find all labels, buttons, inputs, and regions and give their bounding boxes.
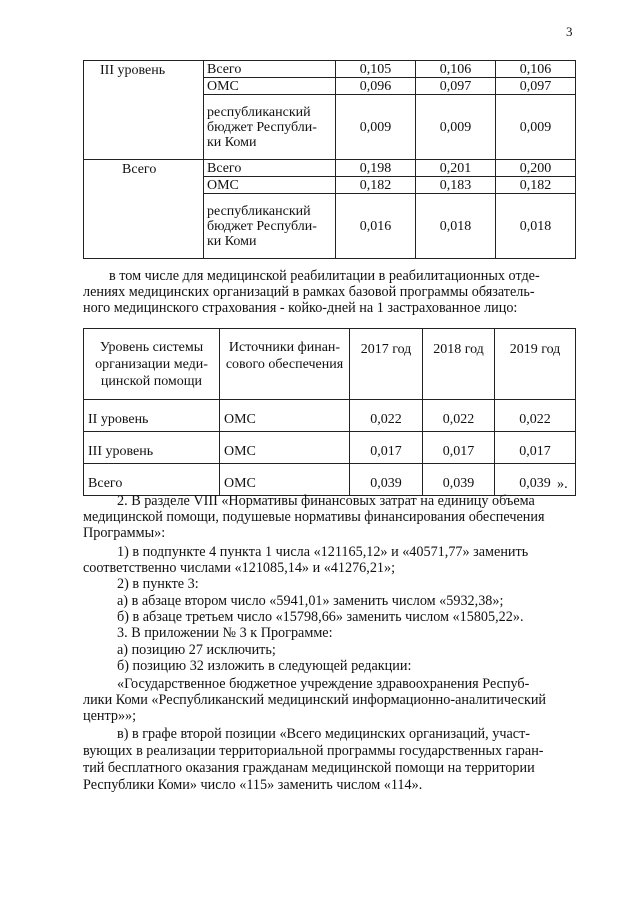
- value-2017: 0,096: [336, 78, 416, 95]
- value-2017: 0,022: [350, 400, 423, 432]
- source-cell: ОМС: [220, 400, 350, 432]
- value-2019: 0,097: [496, 78, 576, 95]
- header-source: [220, 329, 350, 400]
- value-2019: 0,017: [495, 432, 576, 464]
- value-2018: 0,039: [423, 464, 495, 496]
- paragraph-line: тий бесплатного оказания гражданам медицинской помощи на территории: [83, 760, 535, 776]
- source-cell: Всего: [204, 61, 336, 78]
- source-cell: ОМС: [220, 464, 350, 496]
- table-row: [84, 160, 576, 177]
- level-cell: II уровень: [84, 400, 220, 432]
- table-row: [84, 464, 576, 496]
- source-cell: Всего: [204, 160, 336, 177]
- value-2018: 0,106: [416, 61, 496, 78]
- intro-line: лениях медицинских организаций в рамках базовой программы обязатель-: [83, 284, 535, 300]
- header-year-2019: 2019 год: [495, 329, 576, 400]
- source-line: ки Коми: [207, 233, 257, 249]
- norms-table-continued: [83, 60, 576, 259]
- table-row: [84, 400, 576, 432]
- value-2017: 0,016: [336, 194, 416, 259]
- closing-quote: ».: [557, 476, 568, 492]
- value-2018: 0,017: [423, 432, 495, 464]
- value-2018: 0,183: [416, 177, 496, 194]
- paragraph-line: медицинской помощи, подушевые нормативы финансирования обеспечения: [83, 509, 545, 525]
- level-cell: Всего: [84, 464, 220, 496]
- value-2019: 0,039: [495, 464, 576, 496]
- paragraph-line: в) в графе второй позиции «Всего медицинских организаций, участ-: [117, 726, 530, 742]
- value-2017: 0,198: [336, 160, 416, 177]
- value-2018: 0,201: [416, 160, 496, 177]
- paragraph-line: соответственно числами «121085,14» и «41276,21»;: [83, 560, 396, 576]
- source-line: бюджет Республи-: [207, 218, 317, 234]
- value-2019: 0,106: [496, 61, 576, 78]
- value-2018: 0,097: [416, 78, 496, 95]
- paragraph-line: вующих в реализации территориальной программы государственных гаран-: [83, 743, 544, 759]
- paragraph-line: б) в абзаце третьем число «15798,66» заменить числом «15805,22».: [117, 609, 524, 625]
- paragraph-line: лики Коми «Республиканский медицинский информационно-аналитический: [83, 692, 547, 708]
- value-2019: 0,022: [495, 400, 576, 432]
- paragraph-line: 2. В разделе VIII «Нормативы финансовых затрат на единицу объема: [117, 493, 535, 509]
- intro-line: в том числе для медицинской реабилитации в реабилитационных отде-: [109, 268, 540, 284]
- paragraph-line: а) в абзаце втором число «5941,01» заменить числом «5932,38»;: [117, 593, 504, 609]
- table-row: [84, 61, 576, 78]
- paragraph-line: 2) в пункте 3:: [117, 576, 199, 592]
- header-level: [84, 329, 220, 400]
- header-line: цинской помощи: [100, 373, 203, 389]
- value-2017: 0,017: [350, 432, 423, 464]
- source-line: бюджет Республи-: [207, 119, 317, 135]
- table-row: [84, 432, 576, 464]
- header-line: сового обеспечения: [225, 357, 344, 372]
- value-2019: 0,009: [496, 95, 576, 160]
- rehabilitation-table: [83, 328, 576, 496]
- value-2019: 0,018: [496, 194, 576, 259]
- value-2017: 0,039: [350, 464, 423, 496]
- header-year-2018: 2018 год: [423, 329, 495, 400]
- value-2018: 0,009: [416, 95, 496, 160]
- paragraph-line: а) позицию 27 исключить;: [117, 642, 276, 658]
- level-cell: III уровень: [84, 432, 220, 464]
- value-2019: 0,182: [496, 177, 576, 194]
- paragraph-line: 3. В приложении № 3 к Программе:: [117, 625, 333, 641]
- table-header-row: [84, 329, 576, 400]
- header-line: Уровень системы: [99, 339, 204, 355]
- paragraph-line: «Государственное бюджетное учреждение здравоохранения Респуб-: [117, 676, 530, 692]
- source-cell: [204, 95, 336, 160]
- value-2018: 0,018: [416, 194, 496, 259]
- header-year-2017: 2017 год: [350, 329, 423, 400]
- page-number: 3: [566, 24, 573, 39]
- value-2017: 0,105: [336, 61, 416, 78]
- paragraph-line: центр»»;: [83, 708, 137, 724]
- value-2018: 0,022: [423, 400, 495, 432]
- header-line: организации меди-: [95, 356, 208, 372]
- source-cell: [204, 194, 336, 259]
- paragraph-line: Программы»:: [83, 525, 166, 541]
- value-2017: 0,009: [336, 95, 416, 160]
- value-2017: 0,182: [336, 177, 416, 194]
- source-line: ки Коми: [207, 134, 257, 150]
- source-cell: ОМС: [220, 432, 350, 464]
- source-cell: ОМС: [204, 78, 336, 95]
- source-line: республиканский: [207, 203, 311, 219]
- value-2019: 0,200: [496, 160, 576, 177]
- paragraph-line: Республики Коми» число «115» заменить числом «114».: [83, 777, 423, 793]
- paragraph-line: б) позицию 32 изложить в следующей редакции:: [117, 658, 412, 674]
- intro-line: ного медицинского страхования - койко-дней на 1 застрахованное лицо:: [83, 300, 518, 316]
- source-line: республиканский: [207, 104, 311, 120]
- paragraph-line: 1) в подпункте 4 пункта 1 числа «121165,12» и «40571,77» заменить: [117, 544, 529, 560]
- level-cell: Всего: [84, 160, 204, 259]
- level-cell: III уровень: [84, 61, 204, 160]
- header-line: Источники финан-: [228, 340, 341, 355]
- source-cell: ОМС: [204, 177, 336, 194]
